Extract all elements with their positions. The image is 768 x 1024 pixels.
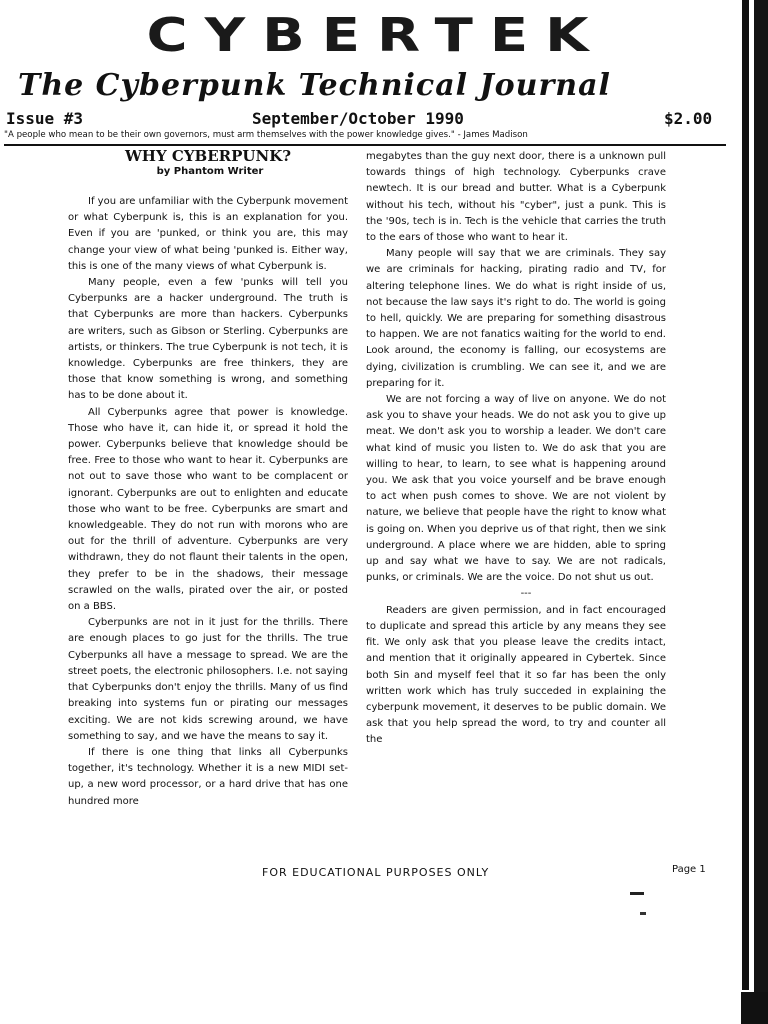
scan-speck	[640, 912, 646, 915]
scan-border	[754, 0, 768, 1024]
header-rule	[4, 144, 726, 146]
paragraph: If you are unfamiliar with the Cyberpunk movement or what Cyberpunk is, this is an explanation for you. Even if you are 'punked, or think you are, this may change your view of what being 'punked is. Either way, this is one of the many views of what Cyberpunk is.	[68, 196, 348, 272]
issue-number: Issue #3	[6, 109, 84, 128]
issue-price: $2.00	[664, 109, 713, 128]
binder-edge	[742, 0, 749, 990]
paragraph: Many people will say that we are criminals. They say we are criminals for hacking, pirating radio and TV, for altering telephone lines. We do what is right inside of us, not because the law says it's right to do. The world is going to hell, quickly. We are preparing for something disastrous to happen. We are not fanatics waiting for the world to end. Look around, the economy is falling, our ecosystems are dying, civilization is crumbling. We can see it, and we are preparing for it.	[366, 248, 666, 389]
article-byline: by Phantom Writer	[156, 166, 264, 177]
epigraph-quote: "A people who mean to be their own governors, must arm themselves with the power knowledge gives." - James Madison	[4, 130, 528, 140]
paragraph: Readers are given permission, and in fact encouraged to duplicate and spread this article by any means they see fit. We only ask that you please leave the credits intact, and mention that it originally appeared in Cybertek. Since both Sin and myself feel that it so far has been the only written work which has truly succeded in explaining the cyberpunk movement, it deserves to be public domain. We ask that you help spread the word, to try and counter all the	[366, 604, 666, 746]
paragraph: If there is one thing that links all Cyberpunks together, it's technology. Whether it is a new MIDI set-up, a new word processor, or a hard drive that has one hundred more	[68, 746, 348, 807]
article-column-right	[366, 149, 666, 749]
scan-corner	[741, 992, 768, 1024]
paragraph: Cyberpunks are not in it just for the thrills. There are enough places to go just for the thrills. The true Cyberpunks all have a message to spread. We are the street poets, the electronic philosophers. I.e. not saying that Cyberpunks don't enjoy the thrills. Many of us find breaking into systems fun or pirating our messages exciting. We are not kids screwing around, we have something to say, and we have the means to say it.	[68, 617, 348, 742]
article-column-left	[68, 194, 348, 810]
article-title: WHY CYBERPUNK?	[124, 147, 292, 165]
paragraph: megabytes than the guy next door, there is a unknown pull towards things of high technology. Cyberpunks crave newtech. It is our bread and butter. What is a Cyberpunk without his tech, without his "cyber", just a punk. This is the '90s, tech is in. Tech is the vehicle that carries the truth to the ears of those who want to hear it.	[366, 151, 666, 244]
footer-notice: FOR EDUCATIONAL PURPOSES ONLY	[262, 866, 490, 879]
paragraph: Many people, even a few 'punks will tell you Cyberpunks are a hacker underground. The truth is that Cyberpunks are more than hackers. Cyberpunks are writers, such as Gibson or Sterling. Cyberpunks are artists, or thinkers. The true Cyberpunk is not tech, it is knowledge. Cyberpunks are free thinkers, they are those that know something is wrong, and something has to be done about it.	[68, 277, 348, 402]
issue-date: September/October 1990	[252, 109, 464, 128]
paragraph: All Cyberpunks agree that power is knowledge. Those who have it, can hide it, or spread it hold the power. Cyberpunks believe that knowledge should be free. Free to those who want to hear it. Cyberpunks are not out to save those who want to be complacent or ignorant. Cyberpunks are out to enlighten and educate those who want to be free. Cyberpunks are smart and knowledgeable. They do not run with morons who are out for the thrill of adventure. Cyberpunks are very withdrawn, they do not flaunt their talents in the open, they prefer to be in the shadows, their message scrawled on the walls, pirated over the air, or posted on a BBS.	[68, 406, 348, 613]
page-number: Page 1	[672, 864, 706, 875]
masthead-subtitle: The Cyberpunk Technical Journal	[18, 68, 611, 103]
section-separator: ---	[520, 588, 532, 600]
scan-speck	[630, 892, 644, 895]
masthead-title: CYBERTEK	[146, 9, 606, 63]
paragraph: We are not forcing a way of live on anyone. We do not ask you to shave your heads. We do not ask you to give up meat. We don't ask you to worship a leader. We don't care what kind of music you listen to. We do ask that you are willing to hear, to learn, to see what is happening around you. We ask that you voice yourself and be brave enough to act when push comes to shove. We are not violent by nature, we believe that people have the right to know what is going on. When you deprive us of that right, then we sink underground. A place where we are hidden, able to spring up and say what we have to say. We are not radicals, punks, or criminals. We are the voice. Do not shut us out.	[366, 394, 666, 584]
